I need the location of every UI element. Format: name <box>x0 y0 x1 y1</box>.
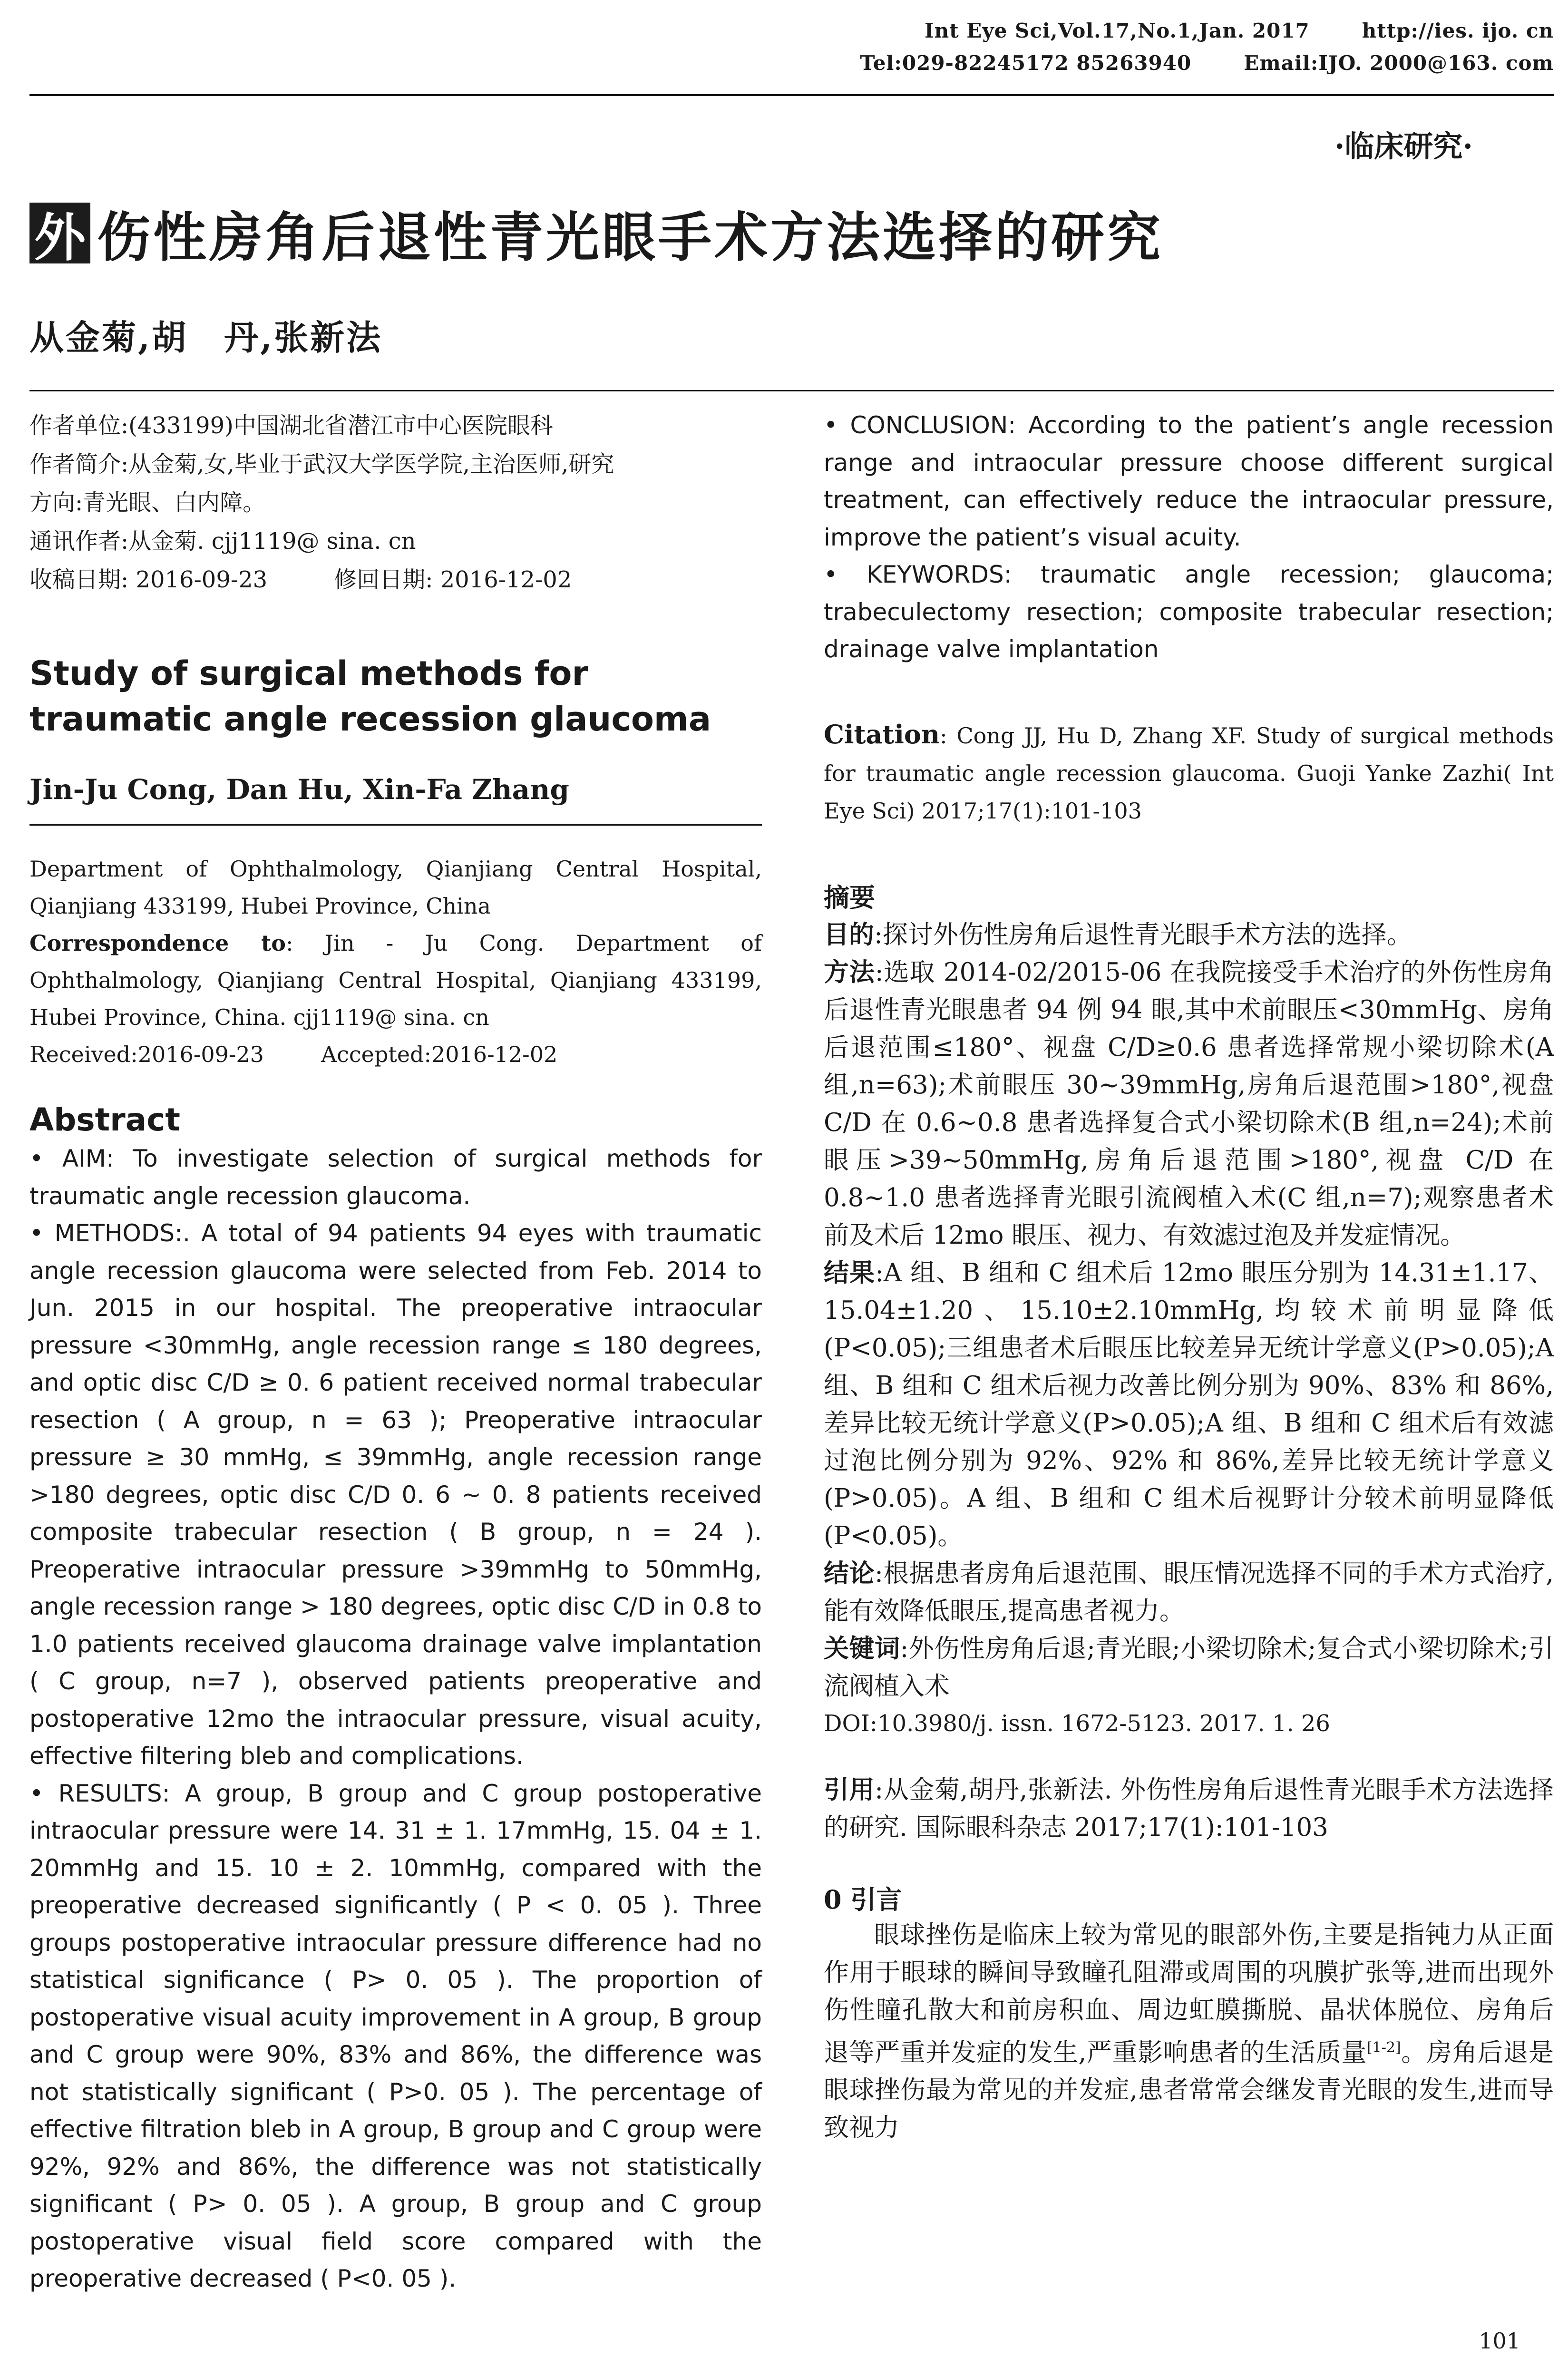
journal-header-line2 <box>860 51 1554 75</box>
section-label: ·临床研究· <box>1334 129 1473 164</box>
cn-conclusion-label: 结论 <box>824 1558 875 1588</box>
cn-results-text: :A 组、B 组和 C 组术后 12mo 眼压分别为 14.31±1.17、15.04±1.20、15.10±2.10mmHg,均较术前明显降低(P<0.05);三组患者术后眼压比较差异无统计学意义(P>0.05);A 组、B 组和 C 组术后视力改善比例分别为 90%、83% 和 86%,差异比较无统计学意义(P>0.05);A 组、B 组和 C 组术后有效滤过泡比例分别为 92%、92% 和 86%,差异比较无统计学意义(P>0.05)。A 组、B 组和 C 组术后视野计分较术前明显降低(P<0.05)。 <box>824 1258 1554 1550</box>
received-date-en: Received:2016-09-23 <box>29 1042 264 1067</box>
intro-text-2: 。房角后退是眼球挫伤最为常见的并发症,患者常常会继发青光眼的发生,进而导致视力 <box>824 2038 1554 2143</box>
abstract-body <box>29 1140 762 2298</box>
left-column <box>29 407 762 2298</box>
article-title <box>29 193 1163 273</box>
dates-cn <box>29 561 762 599</box>
cn-abstract-body <box>824 916 1554 1743</box>
citation-cn-text: :从金菊,胡丹,张新法. 外伤性房角后退性青光眼手术方法选择的研究. 国际眼科杂志 2017;17(1):101-103 <box>824 1775 1554 1842</box>
authors-rule <box>29 824 762 826</box>
accepted-date-en: Accepted:2016-12-02 <box>321 1042 558 1067</box>
author-intro-2: 方向:青光眼、白内障。 <box>29 489 266 516</box>
correspondence-en <box>29 925 762 1036</box>
journal-website: http://ies. ijo. cn <box>1362 19 1554 42</box>
cn-methods-label: 方法 <box>824 957 875 987</box>
author-unit: 作者单位:(433199)中国湖北省潜江市中心医院眼科 <box>29 412 553 439</box>
methods-text: :. A total of 94 patients 94 eyes with traumatic angle recession glaucoma were selected from Feb. 2014 to Jun. 2015 in our hospital. The preoperative intraocular pressure <30mmHg, angle recession range ≤ 180 degrees, and optic disc C/D ≥ 0. 6 patient received normal trabecular resection ( A group, n = 63 ); Preoperative intraocular pressure ≥ 30 mmHg, ≤ 39mmHg, angle recession range >180 degrees, optic disc C/D 0. 6 ~ 0. 8 patients received composite trabecular resection ( B group, n = 24 ). Preoperative intraocular pressure >39mmHg to 50mmHg, angle recession range > 180 degrees, optic disc C/D in 0.8 to 1.0 patients received glaucoma drainage valve implantation ( C group, n=7 ), observed patients preoperative and postoperative 12mo the intraocular pressure, visual acuity, effective filtering bleb and complications. <box>29 1219 762 1770</box>
conclusion-text: : According to the patient’s angle recession range and intraocular pressure choose different surgical treatment, can effectively reduce the intraocular pressure, improve the patient’s visual acuity. <box>824 411 1554 551</box>
citation-en <box>824 716 1554 830</box>
department-en: Department of Ophthalmology, Qianjiang Central Hospital, Qianjiang 433199, Hubei Province, China <box>29 856 762 919</box>
cn-methods <box>824 954 1554 1254</box>
cn-keywords <box>824 1630 1554 1705</box>
right-column <box>824 407 1554 2146</box>
journal-header-line1 <box>925 19 1554 42</box>
keywords-label: • KEYWORDS <box>824 561 1004 588</box>
dates-en <box>29 1036 762 1073</box>
abstract-keywords <box>824 556 1554 668</box>
cn-aim-text: :探讨外伤性房角后退性青光眼手术方法的选择。 <box>874 920 1412 949</box>
received-date-cn: 收稿日期: 2016-09-23 <box>29 566 268 593</box>
authors-cn: 从金菊,胡 丹,张新法 <box>29 317 383 358</box>
cn-conclusion <box>824 1555 1554 1630</box>
abstract-continued <box>824 407 1554 668</box>
intro-paragraph <box>824 1916 1554 2147</box>
cn-aim <box>824 916 1554 954</box>
title-rule <box>29 390 1554 391</box>
correspondence-label: Correspondence to <box>29 930 286 956</box>
author-intro-1: 作者简介:从金菊,女,毕业于武汉大学医学院,主治医师,研究 <box>29 451 614 477</box>
citation-cn-label: 引用 <box>824 1774 875 1804</box>
keywords-text: : traumatic angle recession; glaucoma; trabeculectomy resection; composite trabecular resection; drainage valve implantation <box>824 561 1554 663</box>
cn-keywords-label: 关键词 <box>824 1633 900 1663</box>
doi: DOI:10.3980/j. issn. 1672-5123. 2017. 1. 26 <box>824 1710 1330 1737</box>
intro-text: 眼球挫伤是临床上较为常见的眼部外伤,主要是指钝力从正面作用于眼球的瞬间导致瞳孔阻滞或周围的巩膜扩张等,进而出现外伤性瞳孔散大和前房积血、周边虹膜撕脱、晶状体脱位、房角后退等严重并发症的发生,严重影响患者的生活质量 <box>824 1920 1554 2067</box>
citation-label: Citation <box>824 719 940 750</box>
english-authors: Jin-Ju Cong, Dan Hu, Xin-Fa Zhang <box>29 773 569 806</box>
journal-info: Int Eye Sci,Vol.17,No.1,Jan. 2017 <box>925 19 1310 42</box>
abstract-conclusion <box>824 407 1554 556</box>
abstract-heading: Abstract <box>29 1101 180 1138</box>
title-text: 伤性房角后退性青光眼手术方法选择的研究 <box>97 206 1163 269</box>
corresponding-author-cn: 通讯作者:从金菊. cjj1119@ sina. cn <box>29 528 416 555</box>
cn-aim-label: 目的 <box>824 919 874 949</box>
aim-label: • AIM <box>29 1145 106 1172</box>
cn-conclusion-text: :根据患者房角后退范围、眼压情况选择不同的手术方式治疗,能有效降低眼压,提高患者视力。 <box>824 1559 1554 1626</box>
header-rule <box>29 94 1554 96</box>
citation-text: : Cong JJ, Hu D, Zhang XF. Study of surgical methods for traumatic angle recession glaucoma. Guoji Yanke Zazhi( Int Eye Sci) 2017;17(1):101-103 <box>824 722 1554 824</box>
intro-heading: 0 引言 <box>824 1884 902 1915</box>
title-first-char: 外 <box>29 203 90 263</box>
cn-methods-text: :选取 2014-02/2015-06 在我院接受手术治疗的外伤性房角后退性青光眼患者 94 例 94 眼,其中术前眼压<30mmHg、房角后退范围≤180°、视盘 C/D≥0.6 患者选择常规小梁切除术(A 组,n=63);术前眼压 30~39mmHg,房角后退范围>180°,视盘 C/D 在 0.6~0.8 患者选择复合式小梁切除术(B 组,n=24);术前眼压>39~50mmHg,房角后退范围>180°,视盘 C/D 在 0.8~1.0 患者选择青光眼引流阀植入术(C 组,n=7);观察患者术前及术后 12mo 眼压、视力、有效滤过泡及并发症情况。 <box>824 957 1554 1250</box>
revised-date-cn: 修回日期: 2016-12-02 <box>334 566 572 593</box>
intro-reference: [1-2] <box>1366 2039 1401 2056</box>
cn-abstract-heading: 摘要 <box>824 882 875 913</box>
cn-keywords-text: :外伤性房角后退;青光眼;小梁切除术;复合式小梁切除术;引流阀植入术 <box>824 1634 1554 1701</box>
abstract-aim <box>29 1140 762 1215</box>
results-text: : A group, B group and C group postoperative intraocular pressure were 14. 31 ± 1. 17mmHg, 15. 04 ± 1. 20mmHg and 15. 10 ± 2. 10mmHg, compared with the preoperative decreased significantly ( P < 0. 05 ). Three groups postoperative intraocular pressure difference had no statistical significance ( P> 0. 05 ). The proportion of postoperative visual acuity improvement in A group, B group and C group were 90%, 83% and 86%, the difference was not statistically significant ( P>0. 05 ). The percentage of effective filtration bleb in A group, B group and C group were 92%, 92% and 86%, the difference was not statistically significant ( P> 0. 05 ). A group, B group and C group postoperative visual field score compared with the preoperative decreased ( P<0. 05 ). <box>29 1779 762 2292</box>
correspondence-text: : Jin - Ju Cong. Department of Ophthalmology, Qianjiang Central Hospital, Qianjiang 433199, Hubei Province, China. cjj1119@ sina. cn <box>29 930 762 1030</box>
citation-cn <box>824 1771 1554 1846</box>
cn-results <box>824 1254 1554 1555</box>
journal-tel: Tel:029-82245172 85263940 <box>860 51 1192 75</box>
results-label: • RESULTS <box>29 1779 162 1807</box>
cn-results-label: 结果 <box>824 1257 876 1287</box>
abstract-results <box>29 1775 762 2298</box>
english-title: Study of surgical methods for traumatic angle recession glaucoma <box>29 654 711 739</box>
aim-text: : To investigate selection of surgical methods for traumatic angle recession glaucoma. <box>29 1145 762 1210</box>
conclusion-label: • CONCLUSION <box>824 411 1008 439</box>
abstract-methods <box>29 1215 762 1775</box>
page-number: 101 <box>1479 2328 1520 2354</box>
methods-label: • METHODS <box>29 1219 175 1247</box>
journal-email: Email:IJO. 2000@163. com <box>1244 51 1554 75</box>
